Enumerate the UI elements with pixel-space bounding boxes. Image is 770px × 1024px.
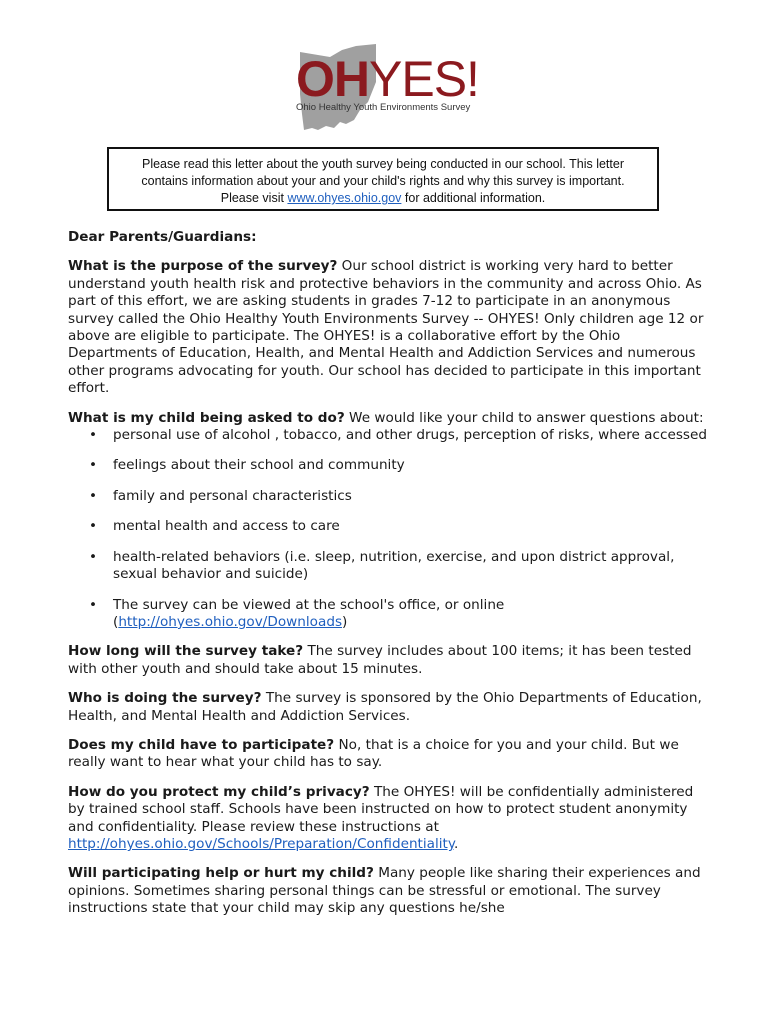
duration-body: The survey includes about 100 items; it has been tested with other youth and should take about 15 minutes. <box>68 643 692 677</box>
duration-section <box>68 643 708 678</box>
who-body: The survey is sponsored by the Ohio Departments of Education, Health, and Mental Health and Addiction Services. <box>68 690 702 724</box>
topics-list <box>68 427 708 631</box>
participate-body: No, that is a choice for you and your child. But we really want to hear what your child has to say. <box>68 736 679 771</box>
privacy-heading: How do you protect my child’s privacy? <box>68 783 370 800</box>
list-item: • family and personal characteristics <box>113 488 708 505</box>
confidentiality-link[interactable]: http://ohyes.ohio.gov/Schools/Preparation/Confidentiality <box>68 835 454 852</box>
logo-subtitle: Ohio Healthy Youth Environments Survey <box>296 102 471 113</box>
privacy-body: The OHYES! will be confidentially administered by trained school staff. Schools have been instructed on how to protect student anonymity and confidentiality. Please review these instructions at <box>68 783 694 835</box>
notice-text: Please read this letter about the youth survey being conducted in our school. This letter contains information about your and your child's rights and why this survey is important. <box>141 157 625 188</box>
who-heading: Who is doing the survey? <box>68 690 262 707</box>
ohyes-logo <box>290 44 490 140</box>
privacy-section <box>68 784 708 854</box>
downloads-text: The survey can be viewed at the school's office, or online ( <box>113 596 505 630</box>
notice-visit-text: Please visit <box>220 191 284 205</box>
purpose-section <box>68 258 708 397</box>
asked-body: We would like your child to answer questions about: <box>344 409 704 426</box>
logo-yes-text: YES! <box>369 51 479 107</box>
list-item: • mental health and access to care <box>113 518 708 535</box>
list-item <box>113 597 708 632</box>
privacy-after: . <box>454 835 459 852</box>
greeting: Dear Parents/Guardians: <box>68 229 257 245</box>
list-item: • feelings about their school and community <box>113 457 708 474</box>
downloads-close: ) <box>342 613 348 630</box>
ohyes-website-link[interactable]: www.ohyes.ohio.gov <box>287 191 402 205</box>
notice-box <box>107 147 659 211</box>
help-body: Many people like sharing their experiences and opinions. Sometimes sharing personal things can be stressful or emotional. The survey instructions state that your child may skip any questions he/she <box>68 865 701 917</box>
participate-section <box>68 737 708 772</box>
asked-heading: What is my child being asked to do? <box>68 409 345 426</box>
list-item: • personal use of alcohol , tobacco, and other drugs, perception of risks, where accessed <box>113 427 708 444</box>
asked-section <box>68 410 708 427</box>
list-item: • health-related behaviors (i.e. sleep, nutrition, exercise, and upon district approval, sexual behavior and suicide) <box>113 549 708 584</box>
who-section <box>68 690 708 725</box>
logo-wordmark <box>296 52 479 106</box>
logo-oh-text: OH <box>296 51 369 107</box>
help-section <box>68 865 708 917</box>
notice-visit-after: for additional information. <box>404 191 546 205</box>
purpose-body: Our school district is working very hard to better understand youth health risk and protective behaviors in the community and across Ohio. As part of this effort, we are asking students in grades 7-12 to participate in an anonymous survey called the Ohio Healthy Youth Environments Survey -- OHYES! Only children age 12 or above are eligible to participate. The OHYES! is a collaborative effort by the Ohio Departments of Education, Health, and Mental Health and Addiction Services and numerous other programs advocating for youth. Our school has decided to participate in this important effort. <box>68 258 704 397</box>
help-heading: Will participating help or hurt my child? <box>68 865 374 882</box>
participate-heading: Does my child have to participate? <box>68 736 335 753</box>
purpose-heading: What is the purpose of the survey? <box>68 258 338 275</box>
duration-heading: How long will the survey take? <box>68 643 304 660</box>
letter-body <box>68 229 708 930</box>
downloads-link[interactable]: http://ohyes.ohio.gov/Downloads <box>118 613 343 630</box>
